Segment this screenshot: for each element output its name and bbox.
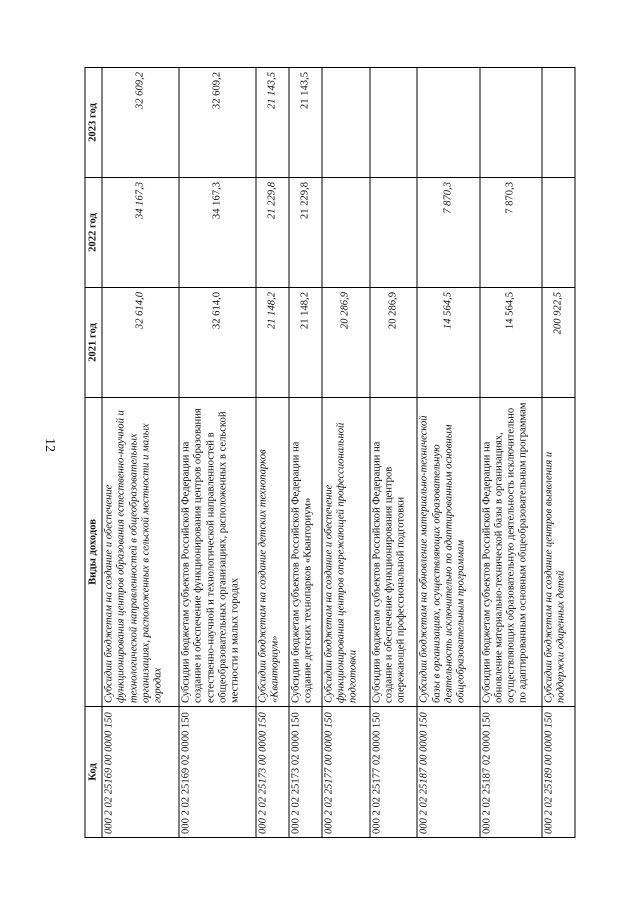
header-2023: 2023 год (85, 68, 102, 178)
row-description: Субсидии бюджетам субъектов Российской Федерации на создание и обеспечение функционирования центров образования естественно-научной и технологической направленностей в общеобразовательных организациях, расположенных в сельской местности и малых городах (179, 398, 256, 707)
header-revenue-type: Виды доходов (85, 398, 102, 707)
row-description: Субсидии бюджетам на обновление материально-технической базы в организациях, осуществляющих образовательную деятельность исключительно по адаптированным основным общеобразовательным программам (417, 398, 479, 707)
row-code: 000 2 02 25177 00 0000 150 (322, 707, 370, 838)
row-value-2023: 32 609,2 (102, 68, 179, 178)
row-code: 000 2 02 25177 02 0000 150 (370, 707, 418, 838)
header-2022: 2022 год (85, 178, 102, 288)
row-code: 000 2 02 25169 00 0000 150 (102, 707, 179, 838)
page-number: 12 (42, 438, 57, 452)
table-row (256, 68, 289, 838)
row-value-2022 (322, 178, 370, 288)
row-description: Субсидии бюджетам на создание центров выявления и поддержки одаренных детей (542, 398, 575, 707)
row-code: 000 2 02 25169 02 0000 150 (179, 707, 256, 838)
row-value-2023: 21 143,5 (289, 68, 322, 178)
table-header-row (85, 68, 102, 838)
table-row (480, 68, 542, 838)
row-value-2021: 21 148,2 (256, 288, 289, 398)
row-value-2022 (542, 178, 575, 288)
row-code: 000 2 02 25187 02 0000 150 (480, 707, 542, 838)
row-value-2022: 7 870,3 (417, 178, 479, 288)
row-description: Субсидии бюджетам субъектов Российской Федерации на создание и обеспечение функционирования центров опережающей профессиональной подготовки (370, 398, 418, 707)
row-value-2023 (322, 68, 370, 178)
row-description: Субсидии бюджетам на создание детских технопарков «Кванториум» (256, 398, 289, 707)
rotated-table-wrapper (85, 68, 576, 838)
row-value-2022 (370, 178, 418, 288)
row-code: 000 2 02 25173 02 0000 150 (289, 707, 322, 838)
row-value-2023 (417, 68, 479, 178)
row-value-2023: 32 609,2 (179, 68, 256, 178)
table-row (179, 68, 256, 838)
row-value-2021: 32 614,0 (179, 288, 256, 398)
row-value-2021: 32 614,0 (102, 288, 179, 398)
row-value-2023 (370, 68, 418, 178)
row-code: 000 2 02 25189 00 0000 150 (542, 707, 575, 838)
row-value-2022: 34 167,3 (102, 178, 179, 288)
table-row (102, 68, 179, 838)
table-row (322, 68, 370, 838)
table-row (289, 68, 322, 838)
header-code: Код (85, 707, 102, 838)
header-2021: 2021 год (85, 288, 102, 398)
table-row (370, 68, 418, 838)
row-value-2022: 21 229,8 (289, 178, 322, 288)
row-value-2021: 200 922,5 (542, 288, 575, 398)
row-description: Субсидии бюджетам на создание и обеспечение функционирования центров образования естественно-научной и технологической направленностей в общеобразовательных организациях, расположенных в сельской местности и малых городах (102, 398, 179, 707)
row-value-2022: 34 167,3 (179, 178, 256, 288)
row-code: 000 2 02 25187 00 0000 150 (417, 707, 479, 838)
row-value-2021: 14 564,5 (480, 288, 542, 398)
table-row (542, 68, 575, 838)
row-value-2021: 20 286,9 (370, 288, 418, 398)
row-value-2023 (480, 68, 542, 178)
row-code: 000 2 02 25173 00 0000 150 (256, 707, 289, 838)
table-row (417, 68, 479, 838)
row-value-2023 (542, 68, 575, 178)
row-value-2021: 21 148,2 (289, 288, 322, 398)
revenue-table (85, 67, 576, 838)
row-value-2023: 21 143,5 (256, 68, 289, 178)
row-value-2021: 14 564,5 (417, 288, 479, 398)
row-description: Субсидии бюджетам субъектов Российской Федерации на обновление материально-технической базы в организациях, осуществляющих образовательную деятельность исключительно по адаптированным основным общеобразовательным программам (480, 398, 542, 707)
row-description: Субсидии бюджетам на создание и обеспечение функционирования центров опережающей профессиональной подготовки (322, 398, 370, 707)
row-value-2021: 20 286,9 (322, 288, 370, 398)
row-value-2022: 7 870,3 (480, 178, 542, 288)
row-value-2022: 21 229,8 (256, 178, 289, 288)
row-description: Субсидии бюджетам субъектов Российской Федерации на создание детских технопарков «Кванториум» (289, 398, 322, 707)
